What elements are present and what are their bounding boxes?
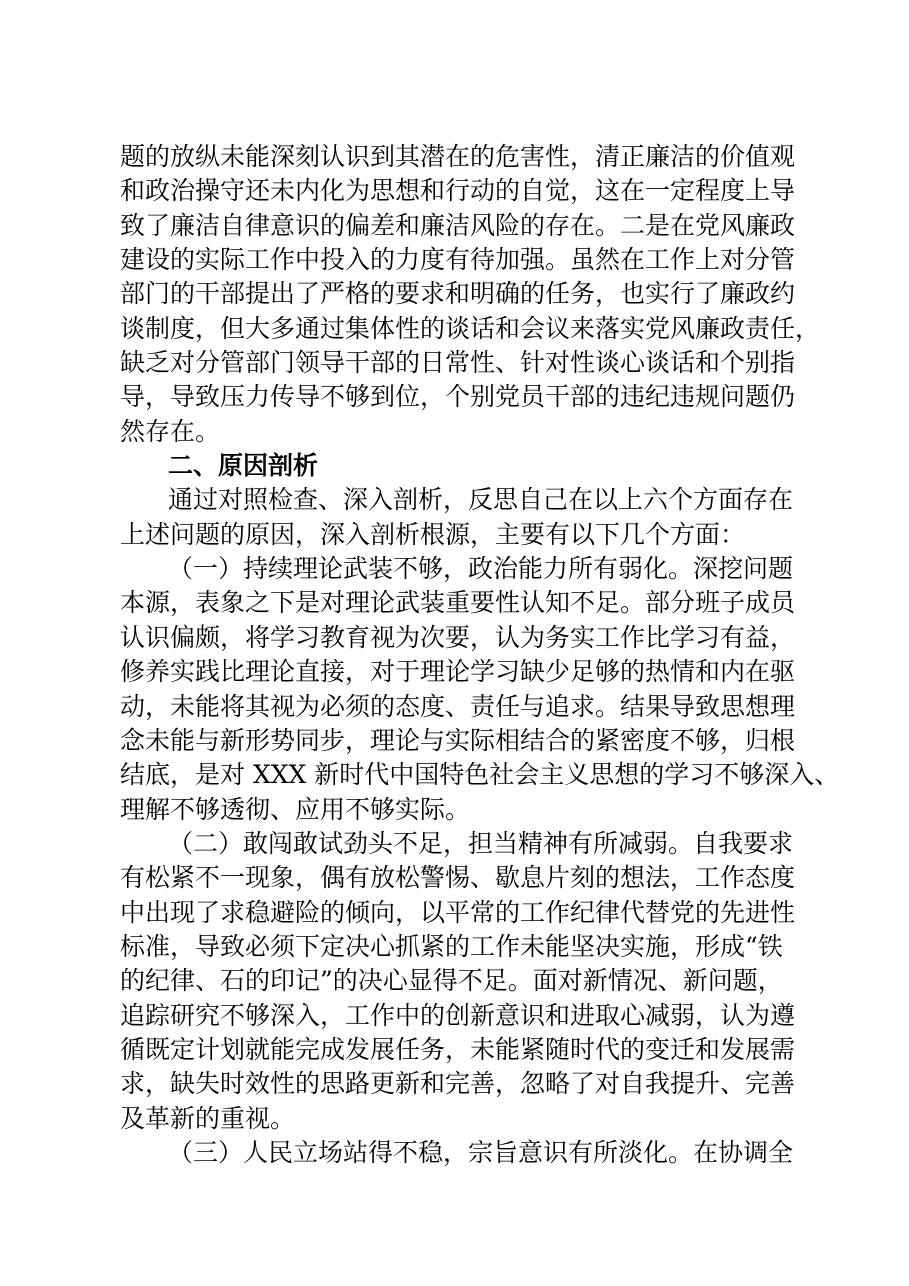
- text-line: 然存在。: [120, 416, 221, 446]
- text-line: 导，导致压力传导不够到位，个别党员干部的违纪违规问题仍: [120, 382, 796, 412]
- subsection-first-line: （一）持续理论武装不够，政治能力所有弱化。深挖问题: [168, 554, 794, 584]
- text-line: 谈制度，但大多通过集体性的谈话和会议来落实党风廉政责任，: [120, 313, 821, 343]
- document-body: [120, 140, 840, 1170]
- text-line: 理解不够透彻、应用不够实际。: [120, 794, 471, 824]
- subsection-first-line: （三）人民立场站得不稳，宗旨意识有所淡化。在协调全: [168, 1137, 794, 1167]
- text-line: 认识偏颇，将学习教育视为次要，认为务实工作比学习有益，: [120, 622, 796, 652]
- text-line: 上述问题的原因，深入剖析根源，主要有以下几个方面：: [120, 519, 746, 549]
- text-line: 致了廉洁自律意识的偏差和廉洁风险的存在。二是在党风廉政: [120, 210, 796, 240]
- text-line: 追踪研究不够深入，工作中的创新意识和进取心减弱，认为遵: [120, 1000, 796, 1030]
- section-heading: 二、原因剖析: [168, 451, 319, 481]
- text-line: 本源，表象之下是对理论武装重要性认知不足。部分班子成员: [120, 588, 796, 618]
- text-line: 动，未能将其视为必须的态度、责任与追求。结果导致思想理: [120, 691, 796, 721]
- text-line: 题的放纵未能深刻认识到其潜在的危害性，清正廉洁的价值观: [120, 142, 796, 171]
- text-line: 修养实践比理论直接，对于理论学习缺少足够的热情和内在驱: [120, 657, 796, 687]
- text-line: 念未能与新形势同步，理论与实际相结合的紧密度不够，归根: [120, 725, 796, 755]
- text-line: 缺乏对分管部门领导干部的日常性、针对性谈心谈话和个别指: [120, 348, 796, 378]
- text-line: 及革新的重视。: [120, 1103, 296, 1133]
- text-line: 中出现了求稳避险的倾向，以平常的工作纪律代替党的先进性: [120, 897, 796, 927]
- text-line: 的纪律、石的印记”的决心显得不足。面对新情况、新问题，: [120, 966, 783, 996]
- text-line: 循既定计划就能完成发展任务，未能紧随时代的变迁和发展需: [120, 1034, 796, 1064]
- text-line: 结底，是对 XXX 新时代中国特色社会主义思想的学习不够深入、: [120, 760, 840, 790]
- text-line: 部门的干部提出了严格的要求和明确的任务，也实行了廉政约: [120, 279, 796, 309]
- subsection-first-line: （二）敢闯敢试劲头不足，担当精神有所减弱。自我要求: [168, 828, 794, 858]
- text-line: 标准，导致必须下定决心抓紧的工作未能坚决实施，形成“铁: [120, 931, 783, 961]
- text-line: 求，缺失时效性的思路更新和完善，忽略了对自我提升、完善: [120, 1069, 796, 1099]
- text-line: 和政治操守还未内化为思想和行动的自觉，这在一定程度上导: [120, 176, 796, 206]
- text-line: 有松紧不一现象，偶有放松警惕、歇息片刻的想法，工作态度: [120, 863, 796, 893]
- text-line: 建设的实际工作中投入的力度有待加强。虽然在工作上对分管: [120, 245, 796, 275]
- paragraph-first-line: 通过对照检查、深入剖析，反思自己在以上六个方面存在: [168, 485, 794, 515]
